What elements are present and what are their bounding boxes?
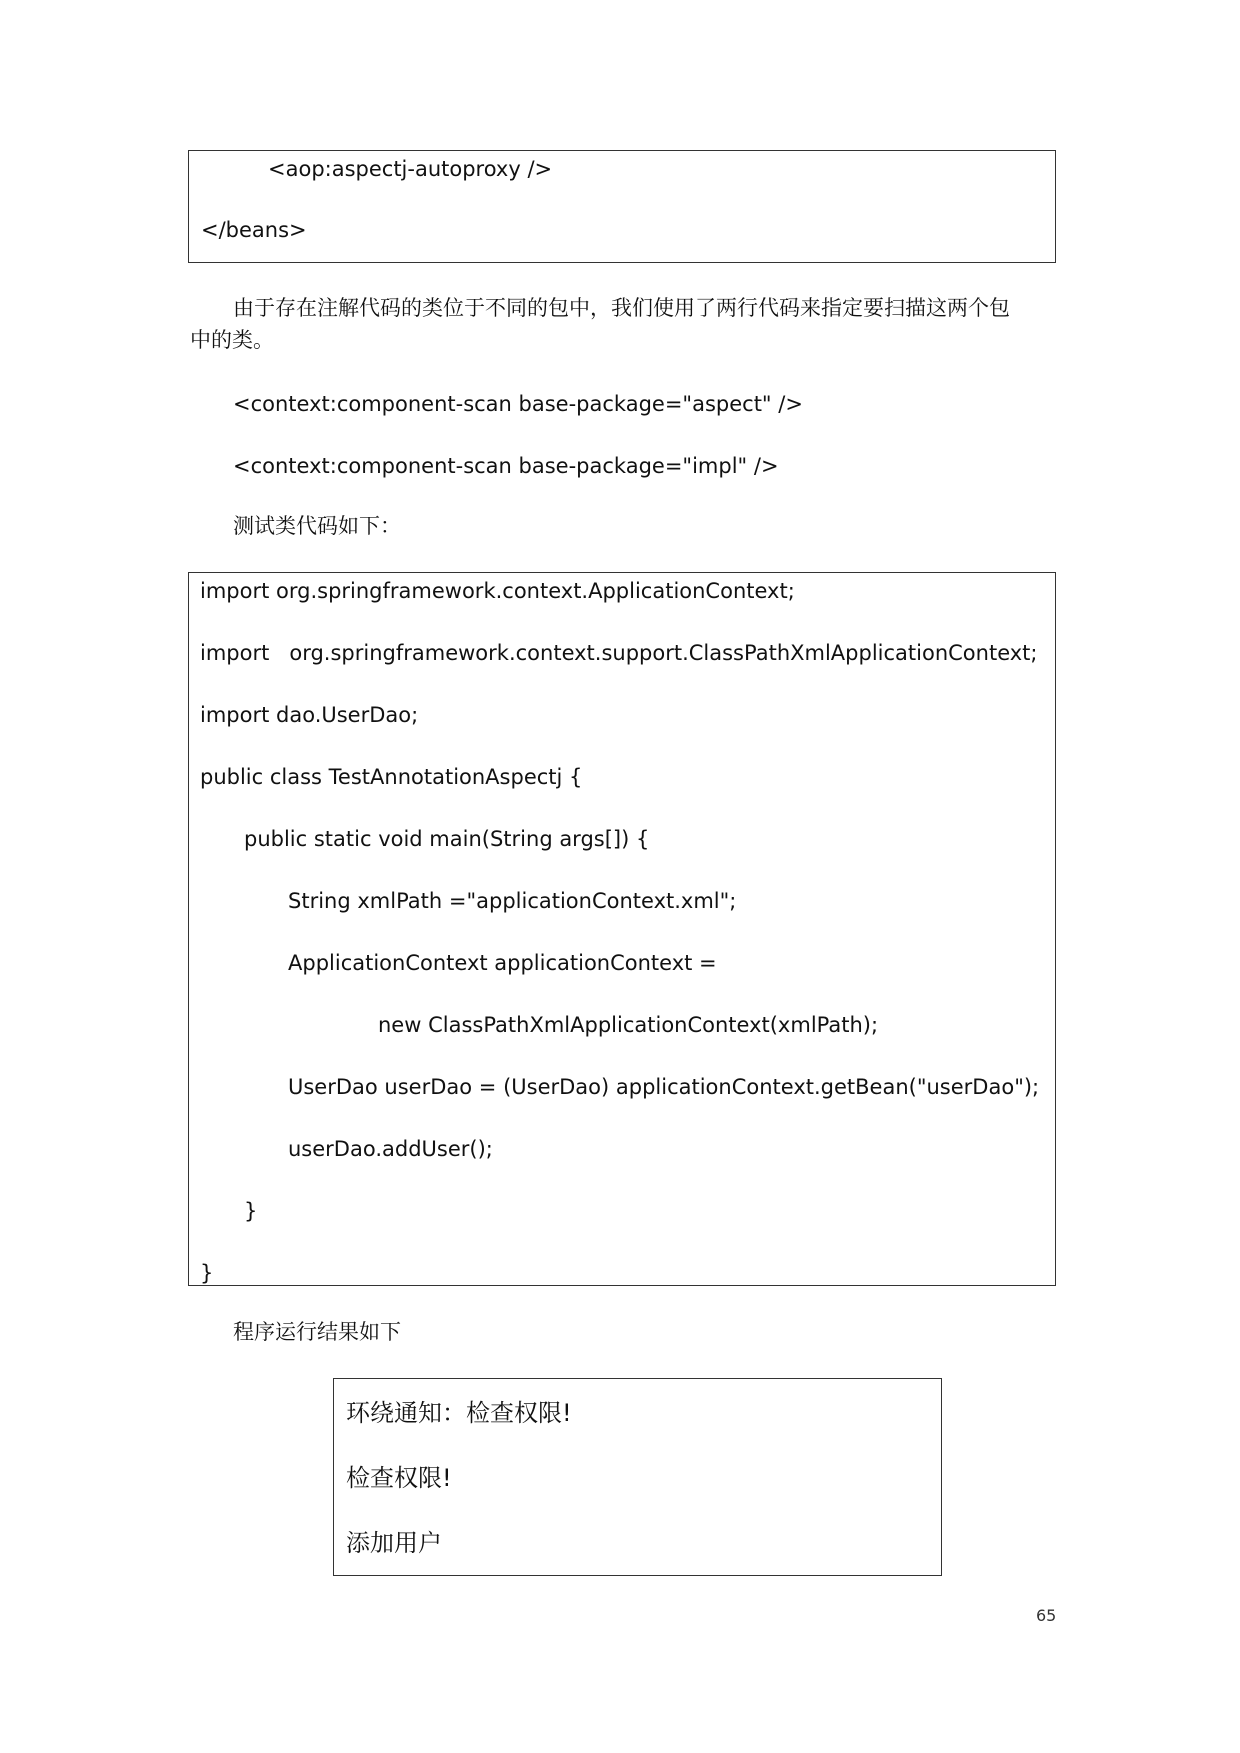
result-line-check: 检查权限!: [346, 1464, 452, 1492]
xml-line-autoproxy: <aop:aspectj-autoproxy />: [268, 157, 553, 181]
explanation-line-2: 中的类。: [190, 328, 274, 352]
code-main-decl: public static void main(String args[]) {: [244, 827, 650, 851]
code-getbean: UserDao userDao = (UserDao) applicationContext.getBean("userDao");: [288, 1075, 1040, 1099]
result-line-around-advice: 环绕通知：检查权限!: [346, 1399, 572, 1427]
run-intro-text: 程序运行结果如下: [233, 1320, 401, 1344]
code-class-decl: public class TestAnnotationAspectj {: [200, 765, 583, 789]
code-import-classpath: import org.springframework.context.support.ClassPathXmlApplicationContext;: [200, 641, 1038, 665]
scan-line-aspect: <context:component-scan base-package="aspect" />: [233, 392, 803, 416]
xml-line-beans-close: </beans>: [201, 218, 307, 242]
test-intro-text: 测试类代码如下：: [233, 514, 401, 538]
java-code-box: [188, 572, 1056, 1286]
page-number: 65: [1036, 1606, 1057, 1625]
explanation-line-1: 由于存在注解代码的类位于不同的包中，我们使用了两行代码来指定要扫描这两个包: [233, 296, 1010, 320]
result-line-add-user: 添加用户: [346, 1529, 442, 1557]
code-import-appcontext: import org.springframework.context.ApplicationContext;: [200, 579, 795, 603]
code-new-classpath: new ClassPathXmlApplicationContext(xmlPath);: [378, 1013, 879, 1037]
code-import-userdao: import dao.UserDao;: [200, 703, 419, 727]
code-class-close: }: [200, 1261, 214, 1285]
code-adduser: userDao.addUser();: [288, 1137, 493, 1161]
code-main-close: }: [244, 1199, 258, 1223]
code-appcontext-decl: ApplicationContext applicationContext =: [288, 951, 717, 975]
code-xmlpath: String xmlPath ="applicationContext.xml";: [288, 889, 737, 913]
scan-line-impl: <context:component-scan base-package="impl" />: [233, 454, 779, 478]
